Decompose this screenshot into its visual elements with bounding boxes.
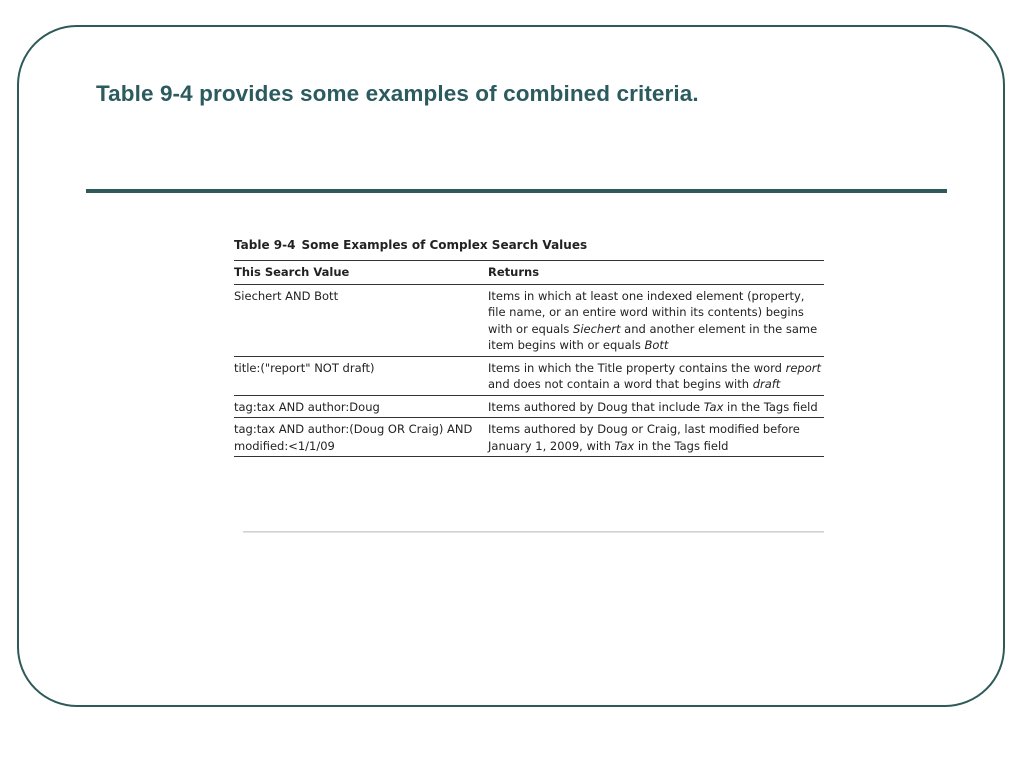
table-bottom-shadow <box>243 531 824 533</box>
returns-cell <box>488 284 824 356</box>
returns-cell <box>488 418 824 457</box>
search-value-cell: tag:tax AND author:(Doug OR Craig) AND modified:<1/1/09 <box>234 418 488 457</box>
returns-italic-term: report <box>785 360 822 375</box>
returns-text: Items in which at least one indexed element (property, file name, or an entire word within its contents) begins with or equals <box>488 288 805 336</box>
returns-italic-term: draft <box>752 377 781 391</box>
column-header-search-value: This Search Value <box>234 261 488 285</box>
search-examples-table <box>234 260 824 457</box>
returns-text: Items authored by Doug that include <box>488 399 704 414</box>
returns-italic-term: Siechert <box>573 321 621 336</box>
returns-text: Items in which the Title property contains the word <box>488 360 786 375</box>
table-caption <box>234 236 824 260</box>
table-caption-text: Some Examples of Complex Search Values <box>301 238 588 252</box>
returns-italic-term: Tax <box>614 438 635 453</box>
table-header-row <box>234 261 824 285</box>
slide-title: Table 9-4 provides some examples of combined criteria. <box>96 81 699 106</box>
table-body <box>234 284 824 457</box>
table-row <box>234 395 824 418</box>
returns-cell <box>488 395 824 418</box>
search-value-cell: Siechert AND Bott <box>234 284 488 356</box>
table-row <box>234 356 824 395</box>
returns-italic-term: Tax <box>703 399 724 414</box>
table-row <box>234 418 824 457</box>
search-value-cell: title:("report" NOT draft) <box>234 356 488 395</box>
returns-text: and another element in the same item begins with or equals <box>488 321 818 352</box>
column-header-returns: Returns <box>488 261 824 285</box>
returns-italic-term: Bott <box>644 338 669 352</box>
returns-text: in the Tags field <box>634 438 729 453</box>
table-figure <box>234 236 824 457</box>
table-row <box>234 284 824 356</box>
returns-text: in the Tags field <box>723 399 818 414</box>
returns-text: and does not contain a word that begins with <box>488 377 753 391</box>
table-caption-number: Table 9-4 <box>234 238 296 252</box>
returns-text: Items authored by Doug or Craig, last modified before January 1, 2009, with <box>488 422 800 453</box>
title-divider <box>86 189 947 193</box>
search-value-cell: tag:tax AND author:Doug <box>234 395 488 418</box>
returns-cell <box>488 356 824 395</box>
